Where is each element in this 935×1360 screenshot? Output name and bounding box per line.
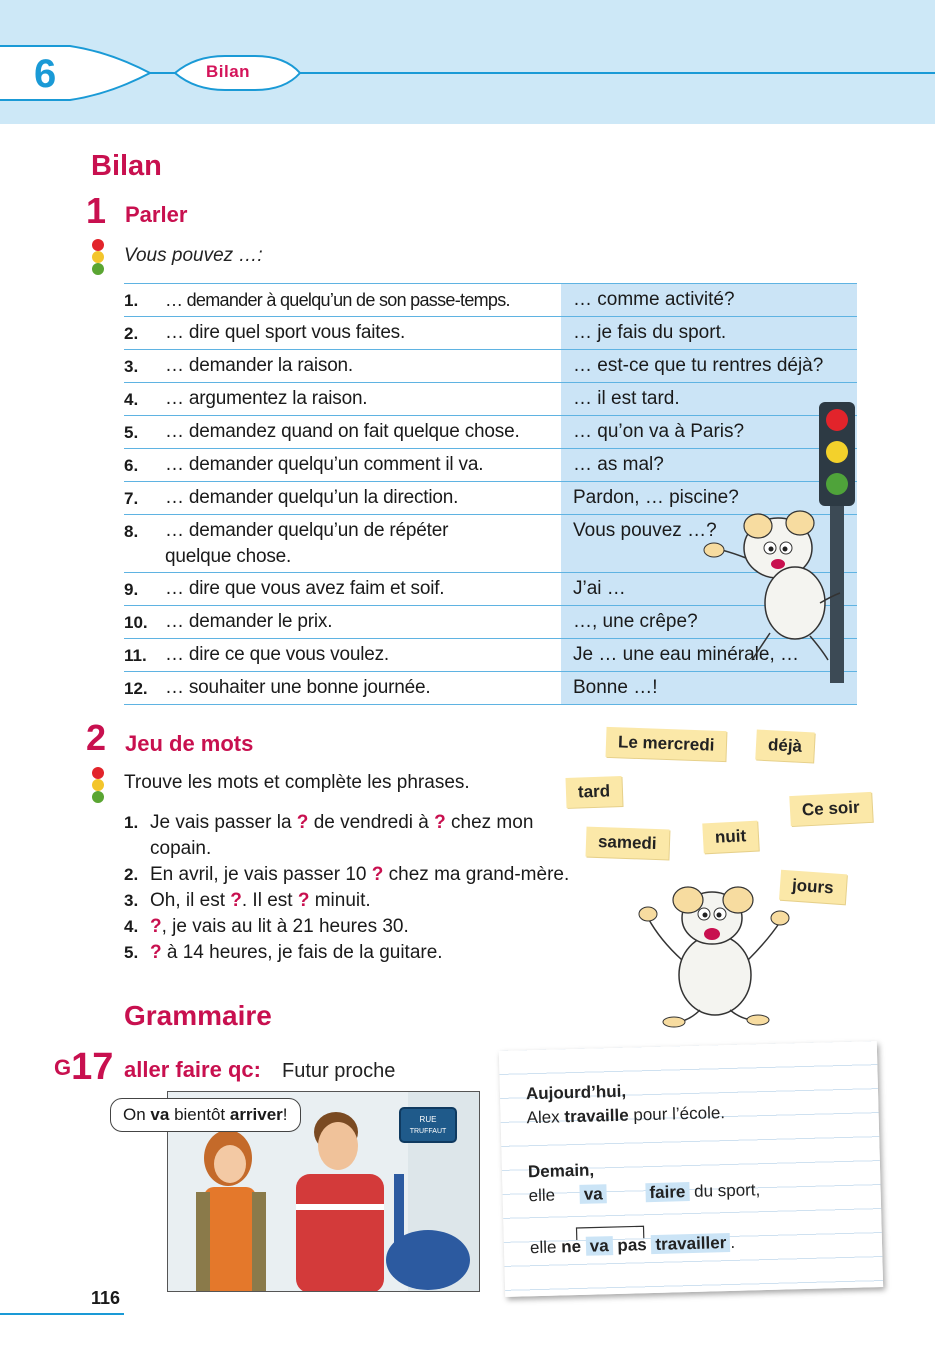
section-title: Bilan	[91, 150, 162, 182]
row-number: 7.	[124, 489, 139, 508]
item-number: 4.	[124, 917, 139, 936]
item-text: , je vais au lit à 21 heures 30.	[161, 916, 409, 937]
exercise-2-title: Jeu de mots	[125, 731, 254, 756]
table-row	[124, 284, 857, 317]
word-card: Ce soir	[789, 792, 872, 826]
item-text: minuit.	[314, 890, 371, 911]
item-text: de vendredi à	[313, 812, 429, 833]
blank-marker: ?	[150, 916, 162, 937]
item-number: 3.	[124, 891, 139, 910]
row-number: 1.	[124, 291, 139, 310]
chapter-number: 6	[34, 52, 57, 96]
word-card: tard	[565, 776, 622, 808]
row-phrase: … comme activité?	[561, 284, 857, 316]
row-phrase: … il est tard.	[561, 383, 857, 415]
blank-marker: ?	[296, 812, 309, 833]
grammar-topic: aller faire qc:	[124, 1057, 261, 1082]
grammar-subtitle: Futur proche	[282, 1060, 396, 1082]
row-task: … demander quelqu’un de répéter quelque chose.	[165, 520, 449, 567]
negation-bracket	[573, 1223, 653, 1241]
list-item	[124, 940, 614, 966]
row-number: 4.	[124, 390, 139, 409]
row-phrase: … qu’on va à Paris?	[561, 416, 857, 448]
row-task: … demander quelqu’un la direction.	[165, 487, 459, 508]
item-text: En avril, je vais passer 10	[150, 864, 367, 885]
table-row	[124, 317, 857, 350]
row-number: 10.	[124, 613, 148, 632]
item-number: 2.	[124, 865, 139, 884]
grammar-title: Grammaire	[124, 1000, 272, 1031]
street-sign-line2: TRUFFAUT	[409, 1128, 447, 1135]
row-task: … souhaiter une bonne journée.	[165, 677, 431, 698]
blank-marker: ?	[434, 812, 446, 833]
item-number: 5.	[124, 943, 139, 962]
row-task: … demander quelqu’un comment il va.	[165, 454, 484, 475]
note-line-example-2: elle va faire du sport,	[528, 1180, 761, 1206]
row-task: … demander la raison.	[165, 355, 354, 376]
note-line-today: Aujourd’hui,	[525, 1081, 627, 1104]
row-phrase: Vous pouvez …?	[561, 515, 857, 572]
word-card: nuit	[702, 821, 759, 854]
row-task: … demander à quelqu’un de son passe-temps.	[165, 290, 510, 310]
exercise-2-number: 2	[86, 717, 107, 758]
row-number: 3.	[124, 357, 139, 376]
exercise-1-title: Parler	[125, 202, 188, 227]
difficulty-lights-icon	[92, 239, 106, 275]
row-task: … dire ce que vous voulez.	[165, 644, 389, 665]
row-phrase: … as mal?	[561, 449, 857, 481]
blank-marker: ?	[297, 890, 310, 911]
row-phrase: Je … une eau minérale, …	[561, 639, 857, 671]
list-item	[124, 914, 614, 940]
row-number: 11.	[124, 646, 147, 665]
traffic-light-mouse-illustration	[700, 398, 860, 688]
difficulty-lights-icon	[92, 767, 106, 803]
grammar-note-card	[499, 1041, 883, 1297]
item-text: Je vais passer la	[150, 812, 292, 833]
item-text: à 14 heures, je fais de la guitare.	[166, 942, 443, 963]
row-task: … dire quel sport vous faites.	[165, 322, 406, 343]
note-line-tomorrow: Demain,	[527, 1160, 595, 1182]
street-sign-line1: RUE	[419, 1115, 437, 1124]
dancing-mouse-illustration	[630, 870, 800, 1030]
row-phrase: … je fais du sport.	[561, 317, 857, 349]
grammar-ref-number: 17	[71, 1046, 114, 1088]
blank-marker: ?	[371, 864, 384, 885]
row-task: … demandez quand on fait quelque chose.	[165, 421, 520, 442]
row-phrase: J’ai …	[561, 573, 857, 605]
row-number: 6.	[124, 456, 139, 475]
word-card: déjà	[755, 730, 815, 763]
footer-divider	[0, 1313, 124, 1315]
page-number: 116	[91, 1288, 121, 1308]
note-line-example-3: elle ne va pas travailler .	[529, 1232, 736, 1258]
word-card: jours	[779, 870, 846, 905]
blank-marker: ?	[230, 890, 242, 911]
list-item	[124, 810, 614, 862]
list-item	[124, 862, 614, 888]
row-phrase: Bonne …!	[561, 672, 857, 704]
word-card: samedi	[586, 827, 670, 860]
grammar-reference	[54, 1046, 113, 1089]
item-text: chez ma grand-mère.	[388, 864, 570, 885]
header-decoration	[0, 0, 935, 124]
row-number: 8.	[124, 522, 139, 541]
item-text: . Il est	[241, 890, 293, 911]
item-text: chez mon copain.	[150, 812, 534, 859]
row-number: 5.	[124, 423, 139, 442]
exercise-1-intro: Vous pouvez …:	[124, 245, 263, 266]
note-line-example-1: Alex travaille pour l’école.	[526, 1103, 726, 1128]
grammar-ref-letter: G	[54, 1055, 72, 1080]
blank-marker: ?	[150, 942, 162, 963]
row-task: … argumentez la raison.	[165, 388, 368, 409]
row-task: … dire que vous avez faim et soif.	[165, 578, 445, 599]
header-tag: Bilan	[206, 62, 251, 81]
item-text: Oh, il est	[150, 890, 225, 911]
list-item	[124, 888, 614, 914]
table-row	[124, 350, 857, 383]
item-number: 1.	[124, 813, 139, 832]
row-phrase: … est-ce que tu rentres déjà?	[561, 350, 857, 382]
row-task: … demander le prix.	[165, 611, 333, 632]
row-number: 2.	[124, 324, 139, 343]
row-phrase: Pardon, … piscine?	[561, 482, 857, 514]
exercise-2-intro: Trouve les mots et complète les phrases.	[124, 772, 470, 793]
row-number: 12.	[124, 679, 148, 698]
exercise-2-list	[124, 810, 614, 966]
speech-bubble: On va bientôt arriver!	[110, 1098, 301, 1132]
word-card: Le mercredi	[606, 727, 727, 761]
exercise-1-number: 1	[86, 190, 107, 231]
row-number: 9.	[124, 580, 139, 599]
row-phrase: …, une crêpe?	[561, 606, 857, 638]
